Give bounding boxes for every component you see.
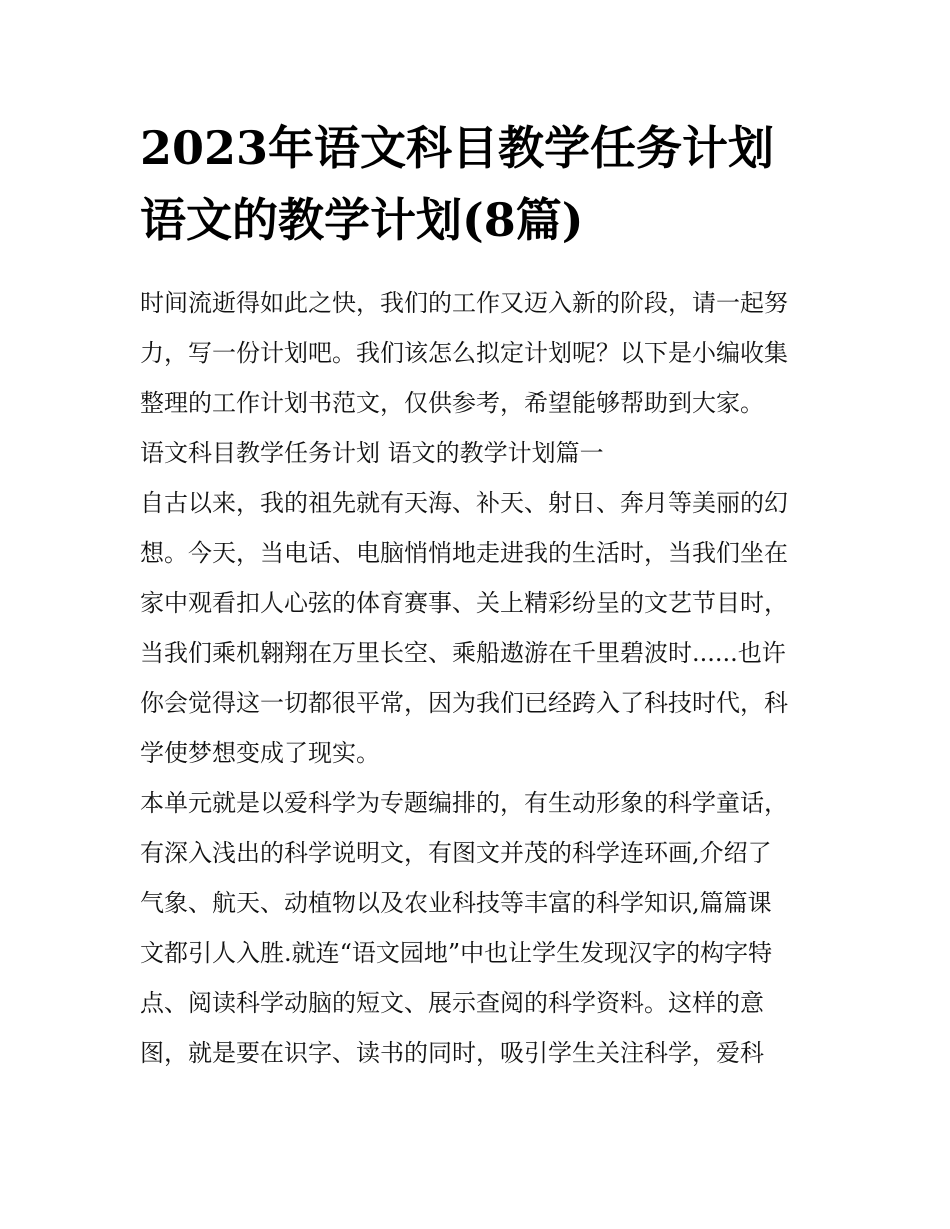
text-line: 想。今天，当电话、电脑悄悄地走进我的生活时，当我们坐在 [140, 539, 788, 567]
text-line: 力，写一份计划吧。我们该怎么拟定计划呢？以下是小编收集 [140, 339, 788, 367]
text-line: 文都引人入胜.就连“语文园地”中也让学生发现汉字的构字特 [140, 939, 773, 967]
text-line: 学使梦想变成了现实。 [140, 739, 380, 767]
text-line: 你会觉得这一切都很平常，因为我们已经跨入了科技时代，科 [140, 689, 788, 717]
text-line: 点、阅读科学动脑的短文、展示查阅的科学资料。这样的意 [140, 989, 764, 1017]
section-heading [140, 428, 812, 478]
body-paragraph [140, 778, 812, 1078]
text-line: 本单元就是以爱科学为专题编排的，有生动形象的科学童话， [140, 789, 788, 817]
title-line-1: 2023年语文科目教学任务计划 [140, 121, 775, 175]
body-paragraph [140, 478, 812, 778]
text-line: 图，就是要在识字、读书的同时，吸引学生关注科学，爱科 [140, 1039, 764, 1067]
text-line: 气象、航天、动植物以及农业科技等丰富的科学知识,篇篇课 [140, 889, 772, 917]
text-line: 当我们乘机翱翔在万里长空、乘船遨游在千里碧波时......也许 [140, 639, 786, 667]
intro-paragraph [140, 278, 812, 428]
text-line: 语文科目教学任务计划 语文的教学计划篇一 [140, 439, 604, 467]
text-line: 时间流逝得如此之快，我们的工作又迈入新的阶段，请一起努 [140, 289, 788, 317]
title-line-2: 语文的教学计划(8篇) [140, 193, 584, 247]
text-line: 自古以来，我的祖先就有天海、补天、射日、奔月等美丽的幻 [140, 489, 788, 517]
text-line: 有深入浅出的科学说明文，有图文并茂的科学连环画,介绍了 [140, 839, 772, 867]
text-line: 家中观看扣人心弦的体育赛事、关上精彩纷呈的文艺节目时， [140, 589, 788, 617]
document-body [140, 112, 812, 1078]
text-line: 整理的工作计划书范文，仅供参考，希望能够帮助到大家。 [140, 389, 764, 417]
document-title [140, 112, 812, 256]
